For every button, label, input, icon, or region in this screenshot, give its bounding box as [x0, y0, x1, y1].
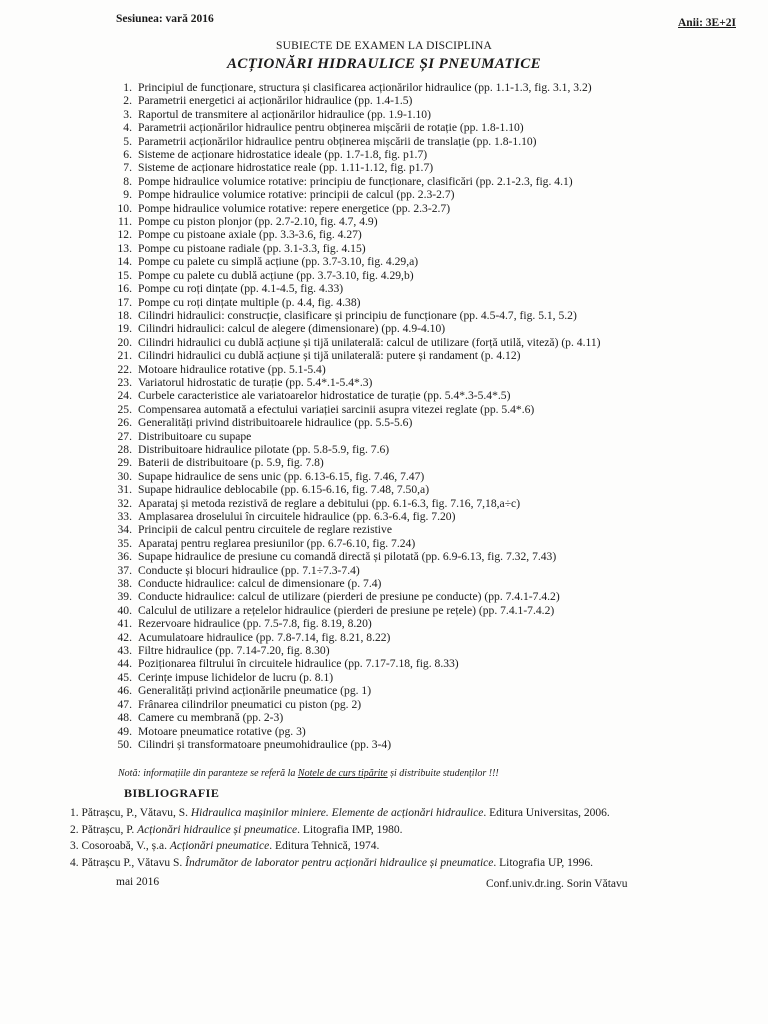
document-subtitle: SUBIECTE DE EXAMEN LA DISCIPLINA [276, 40, 492, 52]
topic-number: 6. [123, 148, 132, 162]
topic-item [98, 336, 763, 349]
topic-text: Pompe cu piston plonjor (pp. 2.7-2.10, fig. 4.7, 4.9) [138, 215, 378, 229]
topic-text: Supape hidraulice de presiune cu comandă directă și pilotată (pp. 6.9-6.13, fig. 7.32, 7.43) [138, 550, 557, 564]
topic-text: Pompe cu palete cu dublă acțiune (pp. 3.7-3.10, fig. 4.29,b) [138, 268, 414, 282]
topic-item [98, 671, 763, 684]
topic-number: 29. [117, 456, 132, 470]
bibliography-list [70, 805, 760, 871]
topic-text: Raportul de transmitere al acționărilor hidraulice (pp. 1.9-1.10) [138, 107, 431, 121]
topic-number: 43. [117, 644, 132, 658]
bibliography-title: Acționări hidraulice și pneumatice [137, 823, 298, 836]
topic-text: Cilindri hidraulici cu dublă acțiune și tijă unilaterală: calcul de utilizare (forță utilă, viteză) (p. 4.11) [138, 335, 601, 349]
topic-text: Amplasarea droselului în circuitele hidraulice (pp. 6.3-6.4, fig. 7.20) [138, 510, 456, 523]
topic-number: 35. [117, 536, 132, 550]
topic-text: Pompe hidraulice volumice rotative: principiu de funcționare, clasificări (pp. 2.1-2.3, fig. 4.1) [138, 174, 573, 188]
bibliography-authors: Pătrașcu, P., Vătavu, S. [81, 807, 191, 819]
topic-item [98, 537, 763, 550]
topic-item [98, 282, 763, 295]
topic-number: 46. [117, 684, 132, 698]
topic-item [98, 403, 763, 416]
topic-item [98, 215, 763, 228]
topic-text: Conducte și blocuri hidraulice (pp. 7.1÷7.3-7.4) [138, 563, 360, 577]
topic-item [98, 470, 763, 483]
topic-text: Parametrii acționărilor hidraulice pentru obținerea mișcării de rotație (pp. 1.8-1.10) [138, 121, 524, 135]
bibliography-rest: . Editura Universitas, 2006. [483, 807, 610, 819]
topic-number: 38. [117, 577, 132, 591]
topic-item [98, 363, 763, 376]
topic-text: Aparataj și metoda rezistivă de reglare a debitului (pp. 6.1-6.3, fig. 7.16, 7,18,a÷c) [138, 496, 521, 510]
topic-item [98, 322, 763, 335]
topic-text: Compensarea automată a efectului variației sarcinii asupra vitezei reglate (pp. 5.4*.6) [138, 402, 535, 416]
bibliography-authors: Pătrașcu, P. [81, 823, 138, 836]
topic-item [98, 202, 763, 215]
topic-item [98, 228, 763, 241]
topic-number: 27. [117, 429, 132, 443]
topic-text: Frânarea cilindrilor pneumatici cu piston (pg. 2) [138, 697, 362, 711]
bibliography-num: 4. [70, 856, 79, 869]
topic-text: Parametrii acționărilor hidraulice pentru obținerea mișcării de translație (pp. 1.8-1.10) [138, 134, 537, 148]
session-label: Sesiunea: vară 2016 [116, 13, 214, 25]
topic-item [98, 510, 763, 523]
topic-number: 17. [117, 295, 132, 309]
topic-text: Baterii de distribuitoare (p. 5.9, fig. 7.8) [138, 456, 324, 470]
topic-number: 32. [117, 496, 132, 510]
topic-number: 47. [117, 697, 132, 711]
bibliography-item [70, 855, 760, 872]
topic-number: 31. [117, 483, 132, 497]
bibliography-title: Hidraulica mașinilor miniere. Elemente de acționări hidraulice [190, 807, 484, 819]
topic-item [98, 497, 763, 510]
topic-number: 11. [117, 215, 132, 229]
topic-item [98, 617, 763, 630]
topic-number: 16. [117, 282, 132, 296]
topic-number: 4. [123, 121, 132, 135]
topic-text: Cilindri hidraulici: calcul de alegere (dimensionare) (pp. 4.9-4.10) [138, 322, 446, 336]
bibliography-num: 1. [70, 807, 79, 819]
bibliography-rest: . Litografia IMP, 1980. [297, 823, 403, 836]
topic-number: 30. [117, 469, 132, 483]
topic-number: 10. [117, 201, 132, 215]
topic-text: Cerințe impuse lichidelor de lucru (p. 8.1) [138, 670, 334, 684]
years-label: Anii: 3E+2I [678, 17, 736, 29]
topic-item [98, 416, 763, 429]
topic-item [98, 657, 763, 670]
topic-number: 13. [117, 241, 132, 255]
topic-text: Distribuitoare cu supape [138, 429, 252, 443]
topic-item [98, 81, 763, 94]
topic-number: 24. [117, 389, 132, 403]
topic-item [98, 443, 763, 456]
topic-item [98, 725, 763, 738]
topic-text: Pompe hidraulice volumice rotative: principii de calcul (pp. 2.3-2.7) [138, 188, 455, 202]
topic-item [98, 121, 763, 134]
bibliography-authors: Cosoroabă, V., ș.a. [81, 840, 170, 852]
topic-text: Cilindri hidraulici: construcție, clasificare și principiu de funcționare (pp. 4.5-4.7, fig. 5.1, 5.2) [138, 308, 577, 322]
topic-text: Curbele caracteristice ale variatoarelor hidrostatice de turație (pp. 5.4*.3-5.4*.5) [138, 389, 511, 403]
topic-item [98, 644, 763, 657]
topic-item [98, 148, 763, 161]
topic-item [98, 389, 763, 402]
topic-item [98, 269, 763, 282]
topic-item [98, 631, 763, 644]
topic-number: 9. [123, 188, 132, 202]
topic-number: 23. [117, 375, 132, 389]
topic-text: Generalități privind distribuitoarele hidraulice (pp. 5.5-5.6) [138, 416, 413, 430]
topic-text: Variatorul hidrostatic de turație (pp. 5.4*.1-5.4*.3) [138, 375, 373, 389]
topic-text: Distribuitoare hidraulice pilotate (pp. 5.8-5.9, fig. 7.6) [138, 442, 390, 456]
topic-number: 3. [123, 107, 132, 121]
topic-text: Sisteme de acționare hidrostatice reale (pp. 1.11-1.12, fig. p1.7) [138, 161, 434, 175]
topic-number: 40. [117, 603, 132, 617]
topic-number: 18. [117, 308, 132, 322]
topic-item [98, 711, 763, 724]
topic-number: 7. [123, 161, 132, 175]
topic-item [98, 456, 763, 469]
topic-number: 34. [117, 523, 132, 537]
topic-number: 28. [117, 442, 132, 456]
document-title: ACȚIONĂRI HIDRAULICE ȘI PNEUMATICE [226, 56, 542, 72]
bibliography-title: Acționări pneumatice [169, 840, 270, 852]
topic-text: Conducte hidraulice: calcul de utilizare (pierderi de presiune pe conducte) (pp. 7.4.1-7.4.2) [138, 590, 560, 604]
note-text-underlined: Notele de curs tipărite [297, 768, 388, 779]
topic-item [98, 296, 763, 309]
topic-number: 22. [117, 362, 132, 376]
topic-item [98, 577, 763, 590]
topic-text: Supape hidraulice deblocabile (pp. 6.15-6.16, fig. 7.48, 7.50,a) [138, 483, 430, 497]
topic-item [98, 255, 763, 268]
topic-text: Pompe cu pistoane radiale (pp. 3.1-3.3, fig. 4.15) [138, 241, 366, 255]
topic-item [98, 108, 763, 121]
topic-number: 39. [117, 590, 132, 604]
topic-text: Pompe cu palete cu simplă acțiune (pp. 3.7-3.10, fig. 4.29,a) [138, 255, 419, 269]
topic-item [98, 590, 763, 603]
topic-item [98, 604, 763, 617]
topic-number: 25. [117, 402, 132, 416]
note-text-after: și distribuite studenților !!! [387, 768, 499, 779]
topic-text: Cilindri hidraulici cu dublă acțiune și tijă unilaterală: putere și randament (p. 4.12) [138, 349, 521, 363]
footer-date: mai 2016 [116, 876, 160, 888]
topic-item [98, 349, 763, 362]
topic-text: Pompe cu roți dințate multiple (p. 4.4, fig. 4.38) [138, 295, 361, 309]
topic-text: Pompe cu roți dințate (pp. 4.1-4.5, fig. 4.33) [138, 282, 344, 296]
topic-number: 41. [117, 617, 132, 631]
topic-item [98, 242, 763, 255]
topic-number: 49. [117, 724, 132, 738]
topic-text: Generalități privind acționările pneumatice (pg. 1) [138, 684, 372, 698]
topic-item [98, 564, 763, 577]
topic-number: 26. [117, 416, 132, 430]
topic-number: 15. [117, 268, 132, 282]
bibliography-item [70, 838, 760, 855]
topic-number: 8. [123, 174, 132, 188]
topic-item [98, 94, 763, 107]
note-text-before: Notă: informațiile din paranteze se referă la [118, 768, 298, 779]
topic-item [98, 376, 763, 389]
topic-text: Parametrii energetici ai acționărilor hidraulice (pp. 1.4-1.5) [138, 94, 413, 108]
bibliography-num: 2. [70, 823, 79, 836]
topic-text: Acumulatoare hidraulice (pp. 7.8-7.14, fig. 8.21, 8.22) [138, 630, 391, 644]
bibliography-authors: Pătrașcu P., Vătavu S. [81, 856, 186, 869]
topic-item [98, 738, 763, 751]
topic-number: 44. [117, 657, 132, 671]
topic-text: Calculul de utilizare a rețelelor hidraulice (pierderi de presiune pe rețele) (pp. 7.4.1-7.4.2) [138, 603, 555, 617]
topic-number: 42. [117, 630, 132, 644]
topic-item [98, 135, 763, 148]
topic-number: 48. [117, 711, 132, 725]
topic-number: 14. [117, 255, 132, 269]
bibliography-item [70, 805, 760, 822]
topic-item [98, 483, 763, 496]
topic-number: 21. [117, 349, 132, 363]
topic-number: 19. [117, 322, 132, 336]
topic-text: Filtre hidraulice (pp. 7.14-7.20, fig. 8.30) [138, 644, 330, 658]
note [118, 768, 499, 779]
bibliography-rest: . Litografia UP, 1996. [493, 856, 594, 869]
topic-item [98, 698, 763, 711]
bibliography-rest: . Editura Tehnică, 1974. [269, 840, 380, 852]
topic-number: 33. [117, 510, 132, 523]
bibliography-title: Îndrumător de laborator pentru acționări hidraulice și pneumatice [185, 856, 494, 869]
topic-text: Motoare pneumatice rotative (pg. 3) [138, 724, 306, 738]
topic-text: Aparataj pentru reglarea presiunilor (pp. 6.7-6.10, fig. 7.24) [138, 536, 416, 550]
topic-number: 1. [123, 81, 132, 94]
topic-list [98, 81, 763, 751]
topic-item [98, 684, 763, 697]
topic-item [98, 309, 763, 322]
topic-text: Camere cu membrană (pp. 2-3) [138, 711, 284, 725]
topic-number: 20. [117, 335, 132, 349]
topic-number: 50. [117, 737, 132, 751]
topic-text: Principii de calcul pentru circuitele de reglare rezistive [138, 523, 392, 537]
topic-number: 5. [123, 134, 132, 148]
topic-text: Principiul de funcționare, structura și clasificarea acționărilor hidraulice (pp. 1.1-1.3, fig. 3.1, 3.2) [138, 81, 592, 94]
topic-item [98, 188, 763, 201]
topic-number: 45. [117, 670, 132, 684]
topic-item [98, 161, 763, 174]
topic-text: Motoare hidraulice rotative (pp. 5.1-5.4) [138, 362, 326, 376]
topic-text: Poziționarea filtrului în circuitele hidraulice (pp. 7.17-7.18, fig. 8.33) [138, 657, 459, 671]
topic-item [98, 550, 763, 563]
topic-text: Rezervoare hidraulice (pp. 7.5-7.8, fig. 8.19, 8.20) [138, 617, 372, 631]
topic-number: 37. [117, 563, 132, 577]
topic-text: Sisteme de acționare hidrostatice ideale (pp. 1.7-1.8, fig. p1.7) [138, 148, 428, 162]
topic-text: Supape hidraulice de sens unic (pp. 6.13-6.15, fig. 7.46, 7.47) [138, 469, 425, 483]
topic-number: 2. [123, 94, 132, 108]
bibliography-num: 3. [70, 840, 79, 852]
topic-item [98, 523, 763, 536]
bibliography-title: BIBLIOGRAFIE [124, 786, 220, 800]
topic-item [98, 175, 763, 188]
bibliography-item [70, 822, 760, 839]
footer-signer: Conf.univ.dr.ing. Sorin Vătavu [486, 878, 628, 890]
topic-text: Pompe cu pistoane axiale (pp. 3.3-3.6, fig. 4.27) [138, 228, 362, 242]
topic-text: Conducte hidraulice: calcul de dimensionare (p. 7.4) [138, 577, 382, 591]
topic-number: 12. [117, 228, 132, 242]
topic-text: Pompe hidraulice volumice rotative: repere energetice (pp. 2.3-2.7) [138, 201, 451, 215]
topic-text: Cilindri și transformatoare pneumohidraulice (pp. 3-4) [138, 737, 392, 751]
topic-number: 36. [117, 550, 132, 564]
topic-item [98, 430, 763, 443]
